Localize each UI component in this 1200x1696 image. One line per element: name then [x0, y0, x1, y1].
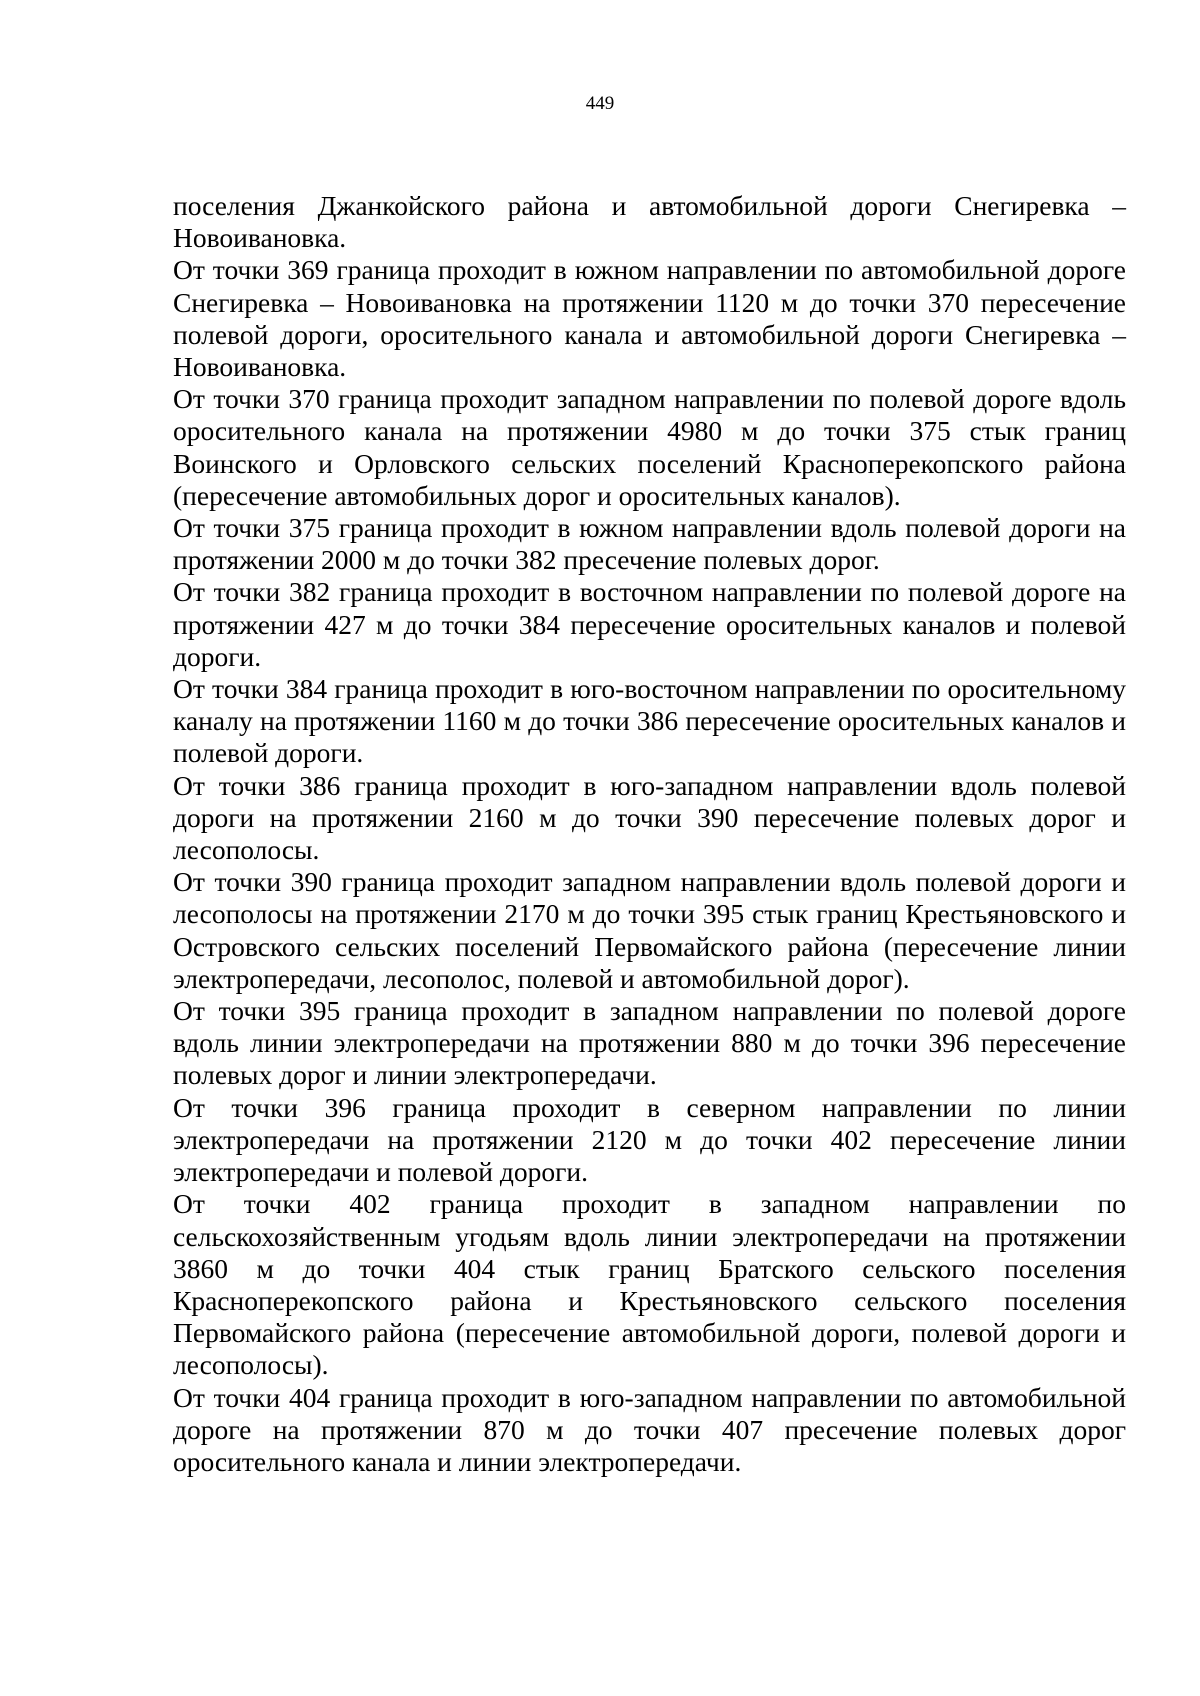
- paragraph-3: От точки 370 граница проходит западном направлении по полевой дороге вдоль оросительного канала на протяжении 4980 м до точки 375 стык границ Воинского и Орловского сельских поселений Красноперекопского района (пересечение автомобильных дорог и оросительных каналов).: [173, 383, 1126, 511]
- document-body: [173, 190, 1126, 1478]
- paragraph-5: От точки 382 граница проходит в восточном направлении по полевой дороге на протяжении 427 м до точки 384 пересечение оросительных каналов и полевой дороги.: [173, 576, 1126, 672]
- paragraph-7: От точки 386 граница проходит в юго-западном направлении вдоль полевой дороги на протяжении 2160 м до точки 390 пересечение полевых дорог и лесополосы.: [173, 769, 1126, 866]
- paragraph-11: От точки 402 граница проходит в западном направлении по сельскохозяйственным угодьям вдоль линии электропередачи на протяжении 3860 м до точки 404 стык границ Братского сельского поселения Красноперекопского района и Крестьяновского сельского поселения Первомайского района (пересечение автомобильной дороги, полевой дороги и лесополосы).: [173, 1188, 1126, 1381]
- paragraph-1: поселения Джанкойского района и автомобильной дороги Снегиревка – Новоивановка.: [173, 190, 1126, 254]
- paragraph-9: От точки 395 граница проходит в западном направлении по полевой дороге вдоль линии электропередачи на протяжении 880 м до точки 396 пересечение полевых дорог и линии электропередачи.: [173, 995, 1126, 1091]
- paragraph-6: От точки 384 граница проходит в юго-восточном направлении по оросительному каналу на протяжении 1160 м до точки 386 пересечение оросительных каналов и полевой дороги.: [173, 673, 1126, 769]
- paragraph-4: От точки 375 граница проходит в южном направлении вдоль полевой дороги на протяжении 2000 м до точки 382 пресечение полевых дорог.: [173, 512, 1126, 576]
- page-number: 449: [585, 93, 615, 114]
- paragraph-12: От точки 404 граница проходит в юго-западном направлении по автомобильной дороге на протяжении 870 м до точки 407 пресечение полевых дорог оросительного канала и линии электропередачи.: [173, 1381, 1126, 1477]
- paragraph-2: От точки 369 граница проходит в южном направлении по автомобильной дороге Снегиревка – Новоивановка на протяжении 1120 м до точки 370 пересечение полевой дороги, оросительного канала и автомобильной дороги Снегиревка – Новоивановка.: [173, 254, 1126, 383]
- paragraph-8: От точки 390 граница проходит западном направлении вдоль полевой дороги и лесополосы на протяжении 2170 м до точки 395 стык границ Крестьяновского и Островского сельских поселений Первомайского района (пересечение линии электропередачи, лесополос, полевой и автомобильной дорог).: [173, 866, 1126, 994]
- paragraph-10: От точки 396 граница проходит в северном направлении по линии электропередачи на протяжении 2120 м до точки 402 пересечение линии электропередачи и полевой дороги.: [173, 1091, 1126, 1188]
